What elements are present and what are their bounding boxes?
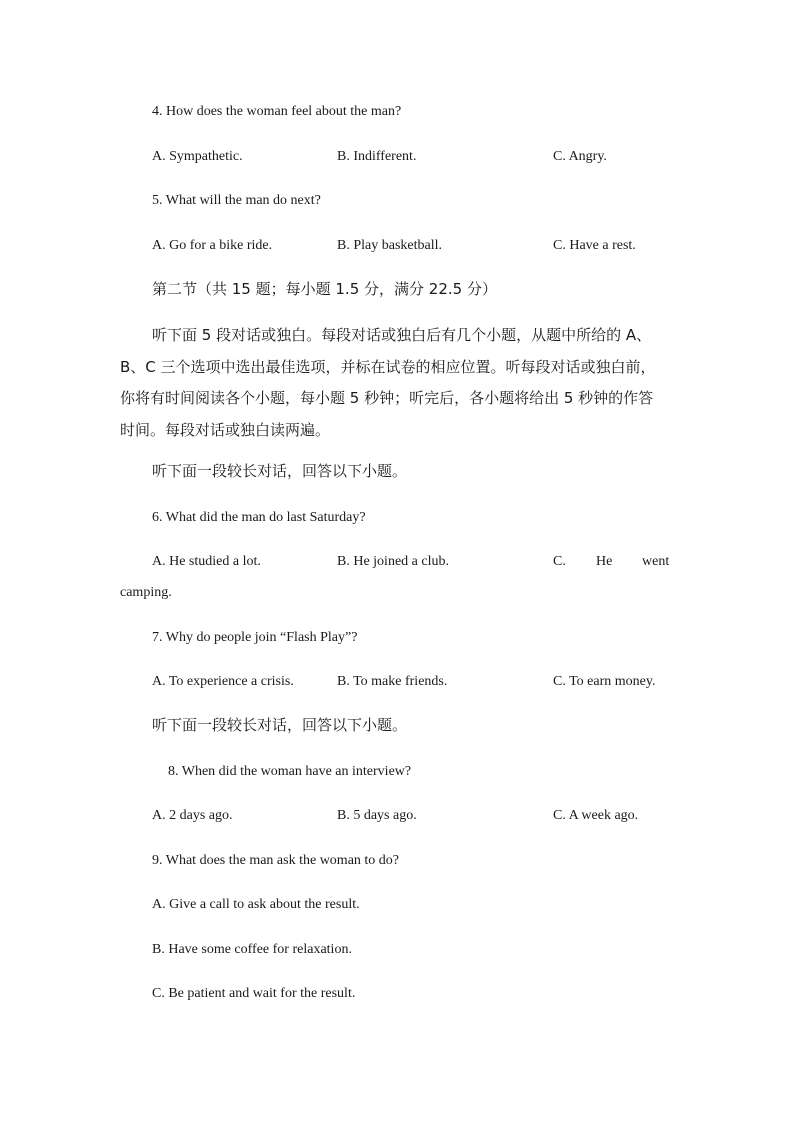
section-2-heading: 第二节（共 15 题；每小题 1.5 分，满分 22.5 分） [152,280,497,298]
q6-option-c-word-2: went [642,554,670,569]
question-9: 9. What does the man ask the woman to do? [152,853,400,868]
q4-option-b: B. Indifferent. [337,149,417,164]
question-5: 5. What will the man do next? [152,193,321,208]
q9-option-b: B. Have some coffee for relaxation. [152,942,352,957]
q6-option-c-wrap: camping. [120,585,172,600]
question-4: 4. How does the woman feel about the man? [152,104,402,119]
group-1-prompt: 听下面一段较长对话，回答以下小题。 [152,462,408,480]
q6-option-b: B. He joined a club. [337,554,449,569]
q6-option-c-word-1: He [596,554,613,569]
instructions-line-1: 听下面 5 段对话或独白。每段对话或独白后有几个小题，从题中所给的 A、 [152,326,652,344]
group-2-prompt: 听下面一段较长对话，回答以下小题。 [152,716,408,734]
q8-option-b: B. 5 days ago. [337,808,417,823]
question-8: 8. When did the woman have an interview? [168,764,412,779]
q8-option-c: C. A week ago. [553,808,639,823]
q7-option-c: C. To earn money. [553,674,656,689]
question-6: 6. What did the man do last Saturday? [152,510,366,525]
section-2-instructions [120,320,680,446]
q4-option-a: A. Sympathetic. [152,149,243,164]
q7-option-a: A. To experience a crisis. [152,674,294,689]
instructions-line-2: B、C 三个选项中选出最佳选项，并标在试卷的相应位置。听每段对话或独白前， [120,357,656,376]
q9-option-c: C. Be patient and wait for the result. [152,986,356,1001]
q8-option-a: A. 2 days ago. [152,808,233,823]
q7-option-b: B. To make friends. [337,674,448,689]
q6-option-c-label: C. [553,554,566,569]
q9-option-a: A. Give a call to ask about the result. [152,897,360,912]
q5-option-a: A. Go for a bike ride. [152,238,273,253]
q4-option-c: C. Angry. [553,149,607,164]
q5-option-c: C. Have a rest. [553,238,636,253]
q6-option-a: A. He studied a lot. [152,554,261,569]
instructions-line-3: 你将有时间阅读各个小题，每小题 5 秒钟；听完后，各小题将给出 5 秒钟的作答 [120,389,654,407]
instructions-line-4: 时间。每段对话或独白读两遍。 [120,420,331,439]
question-7: 7. Why do people join “Flash Play”? [152,630,358,645]
q5-option-b: B. Play basketball. [337,238,442,253]
